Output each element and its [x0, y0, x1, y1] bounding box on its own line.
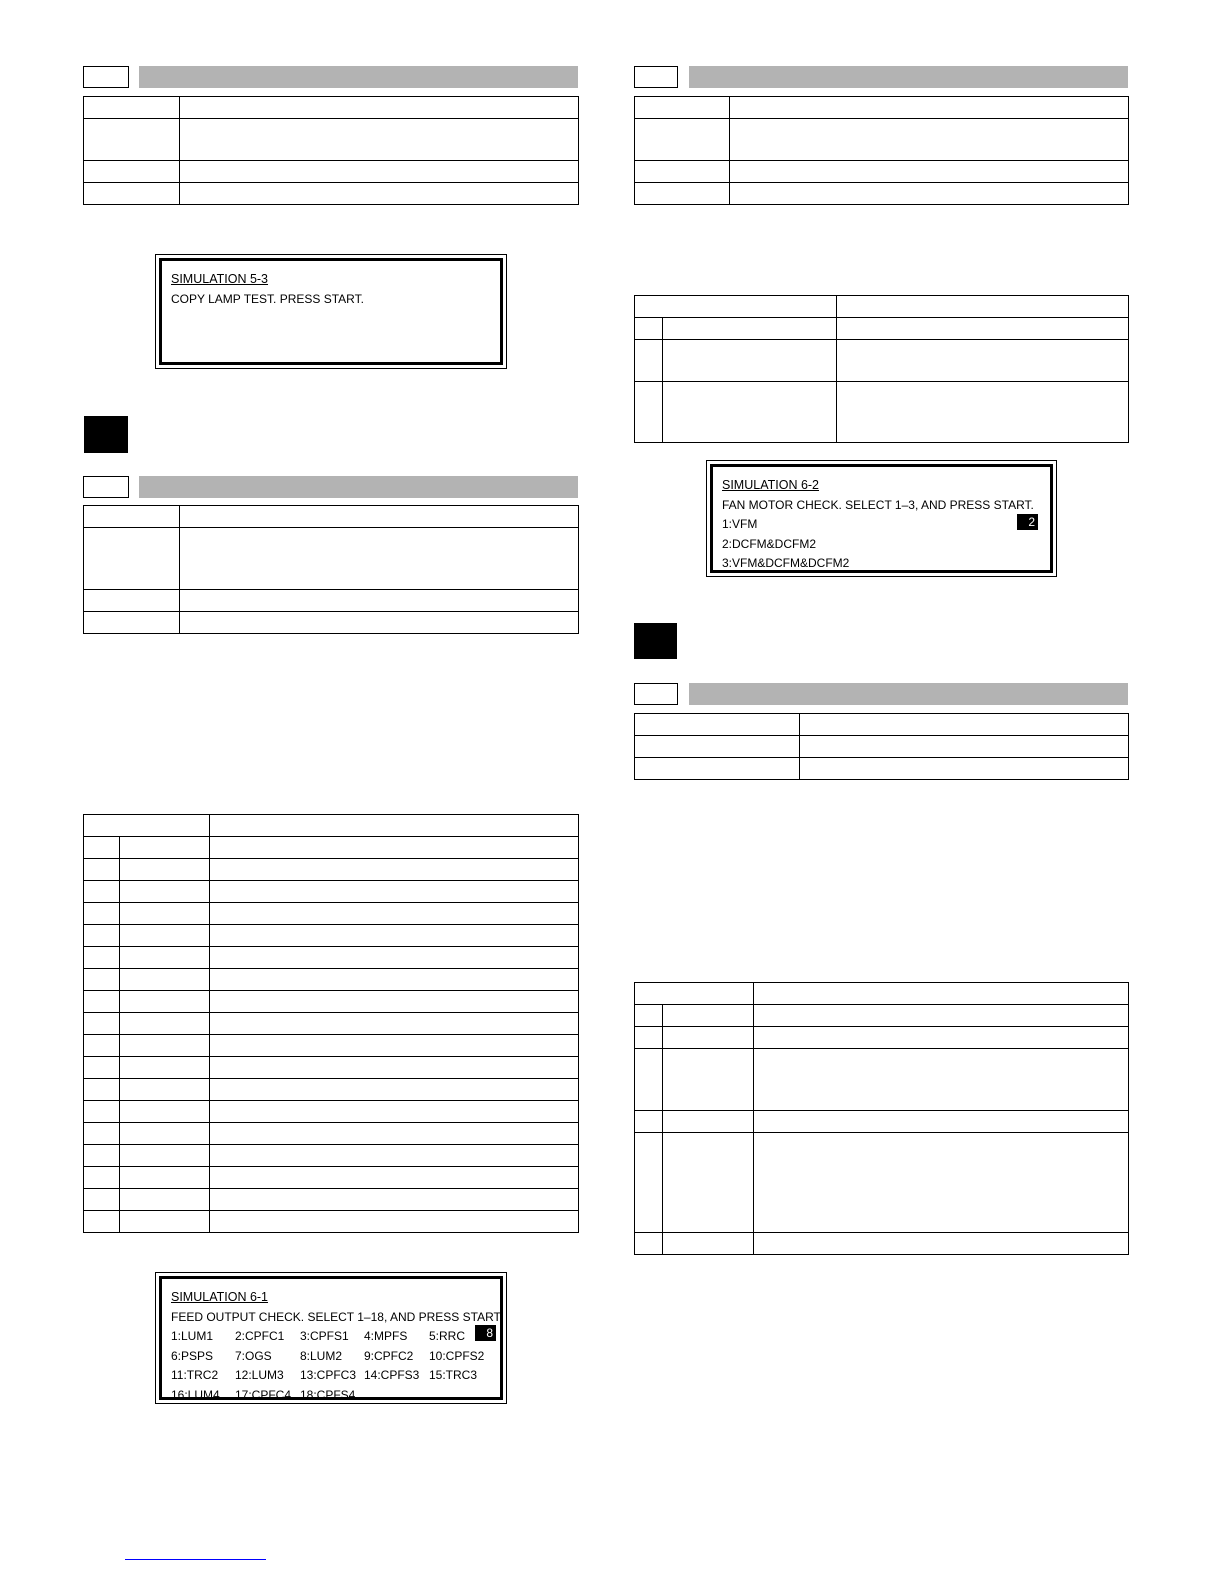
table-row	[84, 1101, 579, 1123]
screen-instruction: FAN MOTOR CHECK. SELECT 1–3, AND PRESS START.	[722, 497, 1034, 512]
section-title-bar	[139, 476, 578, 498]
selected-value-indicator: 8	[475, 1325, 496, 1341]
table-row	[84, 903, 579, 925]
simulation-screen-6-1	[155, 1272, 507, 1404]
screen-instruction: COPY LAMP TEST. PRESS START.	[171, 291, 364, 306]
option-item: 6:PSPS	[171, 1348, 214, 1363]
option-item: 3:CPFS1	[300, 1329, 349, 1343]
option-item: 5:RRC	[429, 1329, 466, 1343]
option-item: 2:CPFC1	[235, 1329, 285, 1343]
screen-title: SIMULATION 5-3	[171, 272, 269, 286]
option-item: 10:CPFS2	[429, 1348, 485, 1363]
table-row	[84, 969, 579, 991]
option-item: 3:VFM&DCFM&DCFM2	[722, 556, 850, 570]
table-row	[635, 318, 1129, 340]
table-row	[635, 1233, 1129, 1255]
table-row	[84, 1057, 579, 1079]
table-row	[84, 1189, 579, 1211]
screen-instruction: FEED OUTPUT CHECK. SELECT 1–18, AND PRESS START.	[171, 1309, 503, 1324]
item-table	[83, 814, 579, 1233]
table-row	[84, 947, 579, 969]
option-row	[171, 1386, 500, 1406]
table-row	[84, 837, 579, 859]
section-title-bar	[139, 66, 578, 88]
option-row	[171, 1327, 500, 1347]
simulation-screen-5-3	[155, 254, 507, 369]
table-row	[84, 1167, 579, 1189]
option-item: 7:OGS	[235, 1348, 272, 1363]
section-title-bar	[689, 683, 1128, 705]
table-row	[84, 1123, 579, 1145]
item-table	[634, 295, 1129, 443]
option-item: 16:LUM4	[171, 1387, 220, 1402]
info-table	[634, 713, 1129, 780]
table-row	[635, 1005, 1129, 1027]
info-table	[634, 96, 1129, 205]
table-row	[635, 340, 1129, 382]
info-table	[83, 505, 579, 634]
table-row	[84, 1145, 579, 1167]
link-underline	[125, 1558, 266, 1560]
item-table	[634, 982, 1129, 1255]
selected-value-indicator: 2	[1017, 514, 1038, 530]
option-item: 2:DCFM&DCFM2	[722, 536, 817, 551]
section-number-box	[634, 66, 678, 88]
option-item: 1:VFM	[722, 517, 758, 531]
simulation-screen-6-2	[706, 460, 1057, 577]
section-marker-block	[634, 623, 677, 659]
info-table	[83, 96, 579, 205]
option-item: 14:CPFS3	[364, 1368, 420, 1382]
option-item: 13:CPFC3	[300, 1368, 357, 1382]
section-marker-block	[84, 416, 128, 453]
option-item: 18:CPFS4	[300, 1387, 356, 1402]
table-row	[84, 859, 579, 881]
section-number-box	[83, 476, 129, 498]
section-title-bar	[689, 66, 1128, 88]
table-row	[635, 1027, 1129, 1049]
table-row	[84, 991, 579, 1013]
option-item: 9:CPFC2	[364, 1348, 414, 1363]
table-row	[635, 1049, 1129, 1111]
section-number-box	[634, 683, 678, 705]
table-row	[635, 382, 1129, 443]
table-row	[635, 1133, 1129, 1233]
table-row	[635, 1111, 1129, 1133]
table-row	[84, 1013, 579, 1035]
option-row	[171, 1366, 500, 1386]
table-row	[84, 925, 579, 947]
table-row	[84, 1211, 579, 1233]
option-row	[171, 1347, 500, 1367]
option-item: 4:MPFS	[364, 1329, 408, 1343]
table-row	[84, 1079, 579, 1101]
option-item: 1:LUM1	[171, 1329, 214, 1343]
screen-title: SIMULATION 6-2	[722, 478, 820, 492]
option-item: 8:LUM2	[300, 1348, 343, 1363]
table-row	[84, 1035, 579, 1057]
option-item: 12:LUM3	[235, 1368, 284, 1382]
option-item: 15:TRC3	[429, 1368, 478, 1382]
table-row	[84, 881, 579, 903]
option-item: 17:CPFC4	[235, 1387, 292, 1402]
section-number-box	[83, 66, 129, 88]
screen-title: SIMULATION 6-1	[171, 1290, 269, 1304]
option-item: 11:TRC2	[171, 1368, 219, 1382]
